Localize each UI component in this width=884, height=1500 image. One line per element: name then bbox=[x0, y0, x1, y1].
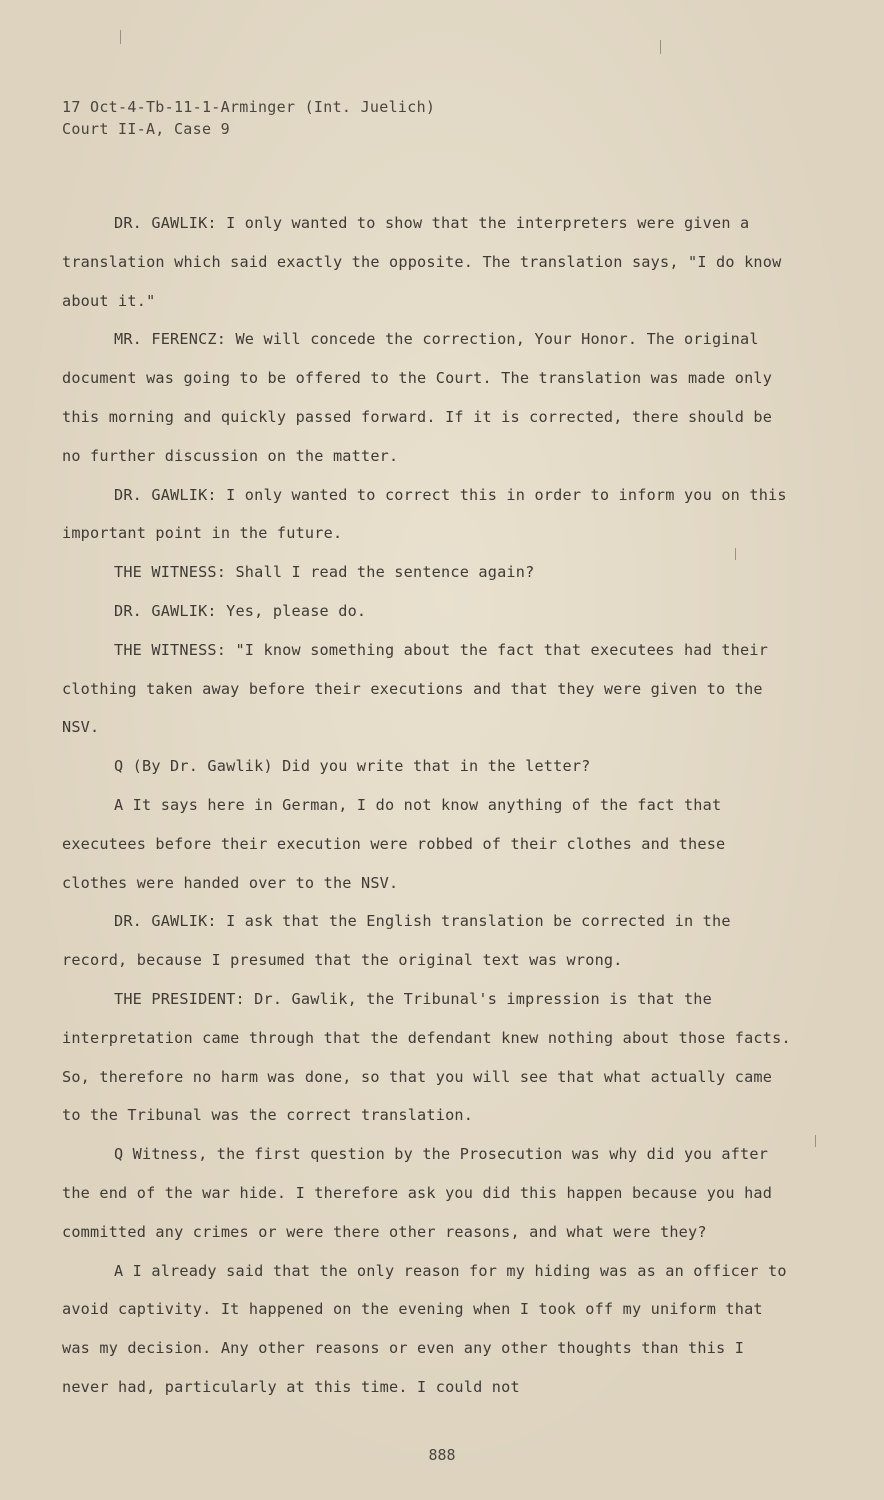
paper-mark bbox=[660, 40, 661, 54]
transcript-paragraph: A I already said that the only reason for my hiding was as an officer to avoid captivity. It happened on the evening when I took off my uniform that was my decision. Any other reasons or even any other thoughts than this I never had, particularly at this time. I could not bbox=[62, 1261, 787, 1396]
transcript-paragraph: Q (By Dr. Gawlik) Did you write that in the letter? bbox=[114, 757, 591, 776]
transcript-paragraph: DR. GAWLIK: I only wanted to show that the interpreters were given a translation which said exactly the opposite. The translation says, "I do know about it." bbox=[62, 214, 782, 310]
header-reference: 17 Oct-4-Tb-11-1-Arminger (Int. Juelich) bbox=[62, 98, 436, 116]
header-court: Court II-A, Case 9 bbox=[62, 120, 230, 138]
transcript-paragraph: DR. GAWLIK: Yes, please do. bbox=[114, 601, 367, 620]
transcript-paragraph: DR. GAWLIK: I only wanted to correct this in order to inform you on this important point in the future. bbox=[62, 485, 787, 543]
transcript-paragraph: DR. GAWLIK: I ask that the English translation be corrected in the record, because I presumed that the original text was wrong. bbox=[62, 912, 731, 970]
transcript-paragraph: Q Witness, the first question by the Prosecution was why did you after the end of the war hide. I therefore ask you did this happen because you had committed any crimes or were there other reasons, and what were they? bbox=[62, 1145, 773, 1241]
transcript-paragraph: THE PRESIDENT: Dr. Gawlik, the Tribunal's impression is that the interpretation came through that the defendant knew nothing about those facts. So, therefore no harm was done, so that you will see that what actually came to the Tribunal was the correct translation. bbox=[62, 989, 791, 1125]
transcript-paragraph: A It says here in German, I do not know anything of the fact that executees before their execution were robbed of their clothes and these clothes were handed over to the NSV. bbox=[62, 795, 726, 892]
document-header bbox=[62, 96, 435, 140]
page-number: 888 bbox=[428, 1446, 456, 1464]
transcript-paragraph: THE WITNESS: "I know something about the fact that executees had their clothing taken away before their executions and that they were given to the NSV. bbox=[62, 640, 769, 737]
paper-mark bbox=[120, 30, 121, 44]
transcript-body bbox=[62, 204, 792, 1407]
transcript-paragraph: MR. FERENCZ: We will concede the correction, Your Honor. The original document was going to be offered to the Court. The translation was made only this morning and quickly passed forward. If it is corrected, there should be no further discussion on the matter. bbox=[62, 330, 773, 465]
transcript-paragraph: THE WITNESS: Shall I read the sentence again? bbox=[114, 563, 535, 582]
paper-mark bbox=[815, 1135, 816, 1147]
